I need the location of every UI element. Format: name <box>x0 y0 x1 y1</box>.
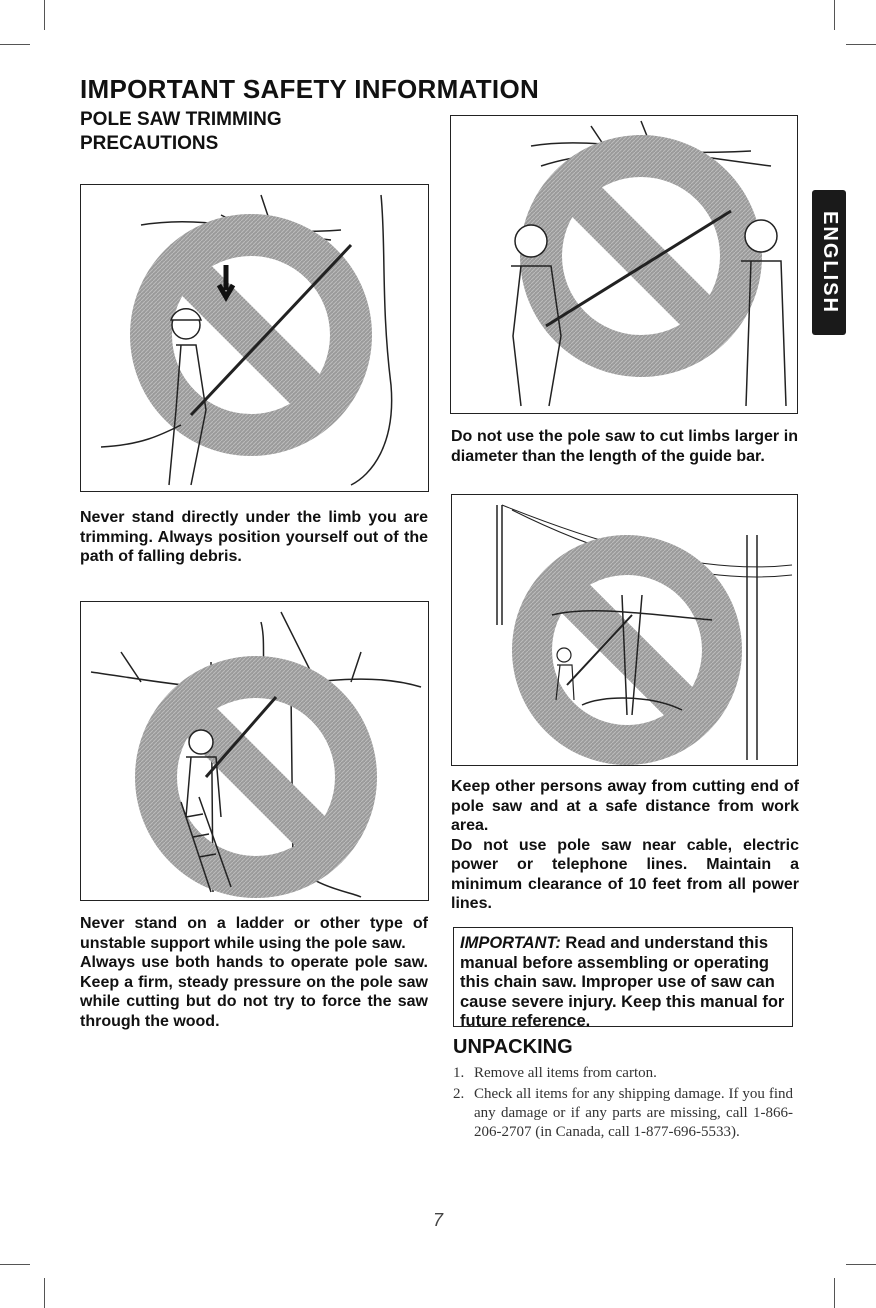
caption-ladder-and-hands: Never stand on a ladder or other type of unstable support while using the pole saw. Always use both hands to operate pole saw. Keep a firm, steady pressure on the pole saw while cutting but do not try to force the saw through the wood. <box>80 915 428 1030</box>
crop-mark <box>846 44 876 45</box>
crop-mark <box>0 44 30 45</box>
prohibited-sign-icon <box>156 677 356 877</box>
unpacking-heading: UNPACKING <box>453 1036 573 1058</box>
crop-mark <box>44 0 45 30</box>
crop-mark <box>0 1264 30 1265</box>
important-label: IMPORTANT: <box>460 934 561 952</box>
section-subtitle: POLE SAW TRIMMING PRECAUTIONS <box>80 109 282 154</box>
crop-mark <box>846 1264 876 1265</box>
caption-persons-and-power-lines: Keep other persons away from cutting end of pole saw and at a safe distance from work area. Do not use pole saw near cable, electric power or telephone lines. Maintain a minimum clearance of 10 feet from all power lines. <box>451 778 799 912</box>
figure-standing-under-limb <box>80 184 429 492</box>
page-title: IMPORTANT SAFETY INFORMATION <box>80 74 540 104</box>
crop-mark <box>44 1278 45 1308</box>
crop-mark <box>834 0 835 30</box>
prohibited-sign-icon <box>541 156 741 356</box>
figure-cutting-large-limb <box>450 115 798 414</box>
caption-under-limb: Never stand directly under the limb you are trimming. Always position yourself out of the path of falling debris. <box>80 509 428 565</box>
figure-power-lines <box>451 494 798 766</box>
list-item: 2. Check all items for any shipping damage. If you find any damage or if any parts are missing, call 1-866-206-2707 (in Canada, call 1-877-696-5533). <box>453 1086 793 1140</box>
list-item: 1. Remove all items from carton. <box>453 1065 657 1081</box>
language-tab-label: ENGLISH <box>818 211 841 314</box>
important-text: Read and understand this manual before assembling or operating this chain saw. Improper use of saw can cause severe injury. Keep this manual for future reference. <box>460 934 785 1030</box>
important-notice-box <box>453 927 793 1030</box>
page-number: 7 <box>432 1210 443 1230</box>
unpacking-list <box>453 1064 793 1142</box>
crop-mark <box>834 1278 835 1308</box>
caption-limb-diameter: Do not use the pole saw to cut limbs larger in diameter than the length of the guide bar. <box>451 428 798 465</box>
figure-ladder <box>80 601 429 901</box>
language-tab <box>812 190 846 335</box>
